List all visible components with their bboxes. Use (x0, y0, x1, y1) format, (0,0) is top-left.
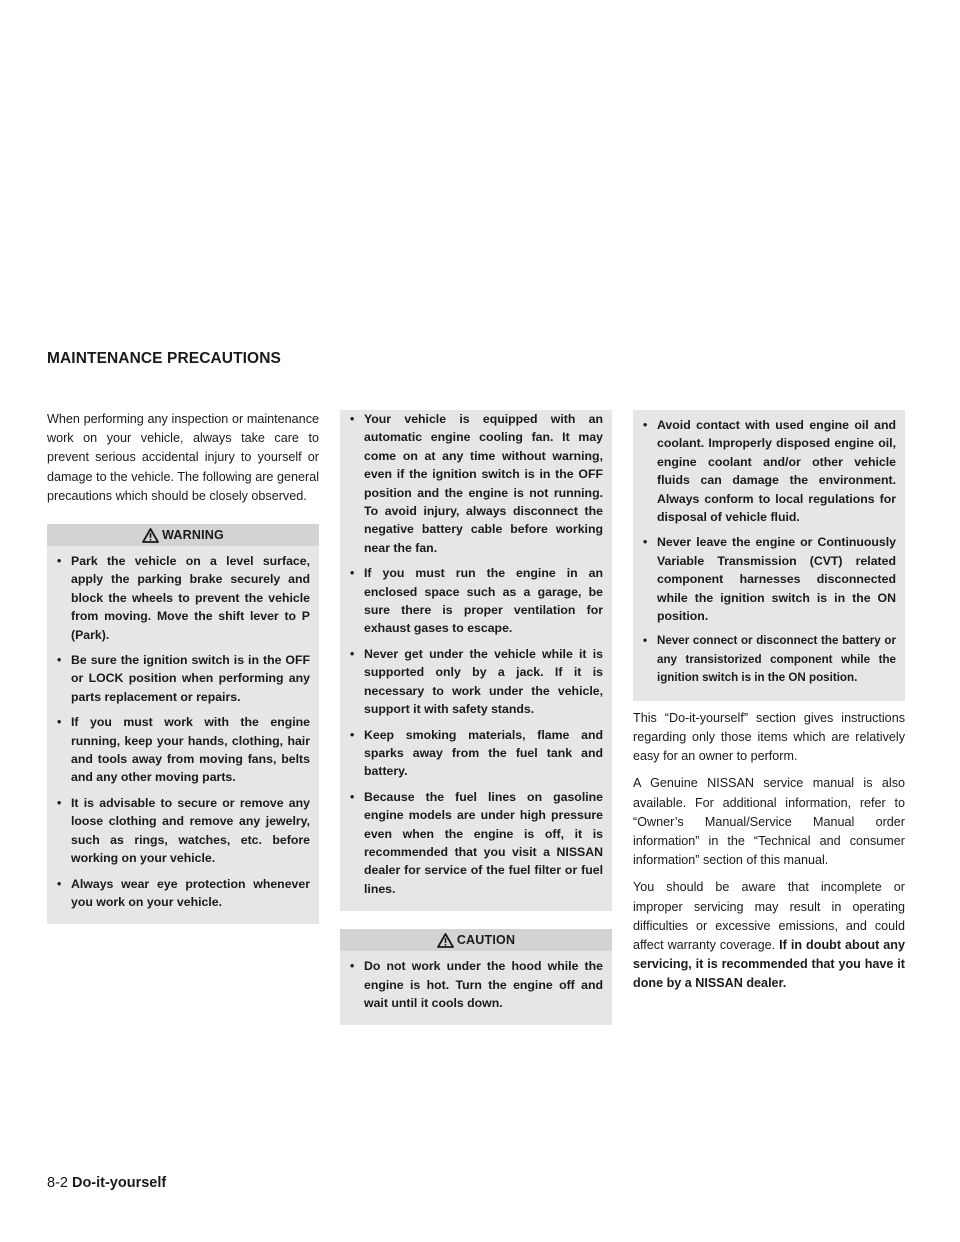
column-right (633, 410, 905, 1002)
caution-header (340, 929, 612, 951)
list-item: • Because the fuel lines on gasoline engine models are under high pressure even when the engine is off, it is recommended that you visit a NISSAN dealer for service of the fuel filter or fuel lines. (349, 788, 603, 898)
list-item: • Never connect or disconnect the battery or any transistorized component while the ignition switch is in the ON position. (642, 632, 896, 687)
caution-list-continued (642, 416, 896, 688)
body-paragraph: This “Do-it-yourself” section gives instructions regarding only those items which are relatively easy for an owner to perform. (633, 710, 905, 764)
page-footer (47, 1175, 166, 1191)
list-item: • If you must work with the engine running, keep your hands, clothing, hair and tools away from moving fans, belts and any other moving parts. (56, 713, 310, 787)
list-item: • Keep smoking materials, flame and sparks away from the fuel tank and battery. (349, 726, 603, 781)
list-item: • It is advisable to secure or remove any loose clothing and remove any jewelry, such as rings, watches, etc. before working on your vehicle. (56, 794, 310, 868)
caution-box (340, 929, 612, 1025)
warning-list-continued (349, 410, 603, 898)
chapter-name: Do-it-yourself (71, 1175, 167, 1191)
list-item: • Always wear eye protection whenever you work on your vehicle. (56, 875, 310, 912)
list-item: • Your vehicle is equipped with an automatic engine cooling fan. It may come on at any time without warning, even if the ignition switch is in the OFF position and the engine is not running. To avoid injury, always disconnect the negative battery cable before working near the fan. (349, 410, 603, 557)
warning-box (47, 524, 319, 924)
caution-list (349, 957, 603, 1012)
warning-box-continued (340, 410, 612, 911)
list-item: • Be sure the ignition switch is in the OFF or LOCK position when performing any parts replacement or repairs. (56, 651, 310, 706)
list-item: • Never get under the vehicle while it is supported only by a jack. If it is necessary to work under the vehicle, support it with safety stands. (349, 645, 603, 719)
caution-box-continued (633, 410, 905, 701)
body-paragraph: A Genuine NISSAN service manual is also available. For additional information, refer to “Owner’s Manual/Service Manual order information” in the “Technical and consumer information” section of this manual. (633, 776, 905, 868)
warning-triangle-icon (142, 528, 159, 543)
list-item: • Avoid contact with used engine oil and coolant. Improperly disposed engine oil, engine coolant and/or other vehicle fluids can damage the environment. Always conform to local regulations for disposal of vehicle fluid. (642, 416, 896, 526)
paragraph-bold-text: If in doubt about any servicing, it is recommended that you have it done by a NISSAN dealer. (633, 937, 905, 991)
paragraph-text: You should be aware that incomplete or improper servicing may result in operating difficulties or excessive emissions, and could affect warranty coverage. (633, 880, 905, 952)
warning-header (47, 524, 319, 546)
warning-list (56, 552, 310, 911)
page-number: 8-2 (47, 1175, 68, 1191)
body-paragraph (633, 878, 905, 993)
list-item: • Do not work under the hood while the engine is hot. Turn the engine off and wait until it cools down. (349, 957, 603, 1012)
warning-triangle-icon (437, 933, 454, 948)
list-item: • Never leave the engine or Continuously Variable Transmission (CVT) related component harnesses disconnected while the ignition switch is in the ON position. (642, 533, 896, 625)
warning-label: WARNING (162, 528, 224, 543)
list-item: • Park the vehicle on a level surface, apply the parking brake securely and block the wheels to prevent the vehicle from moving. Move the shift lever to P (Park). (56, 552, 310, 644)
caution-label: CAUTION (456, 933, 516, 948)
list-item: • If you must run the engine in an enclosed space such as a garage, be sure there is proper ventilation for exhaust gases to escape. (349, 564, 603, 638)
intro-paragraph: When performing any inspection or maintenance work on your vehicle, always take care to prevent serious accidental injury to yourself or damage to the vehicle. The following are general precautions which should be closely observed. (47, 412, 319, 503)
column-middle (340, 410, 612, 1025)
column-left (47, 410, 319, 924)
section-title: MAINTENANCE PRECAUTIONS (47, 350, 281, 367)
